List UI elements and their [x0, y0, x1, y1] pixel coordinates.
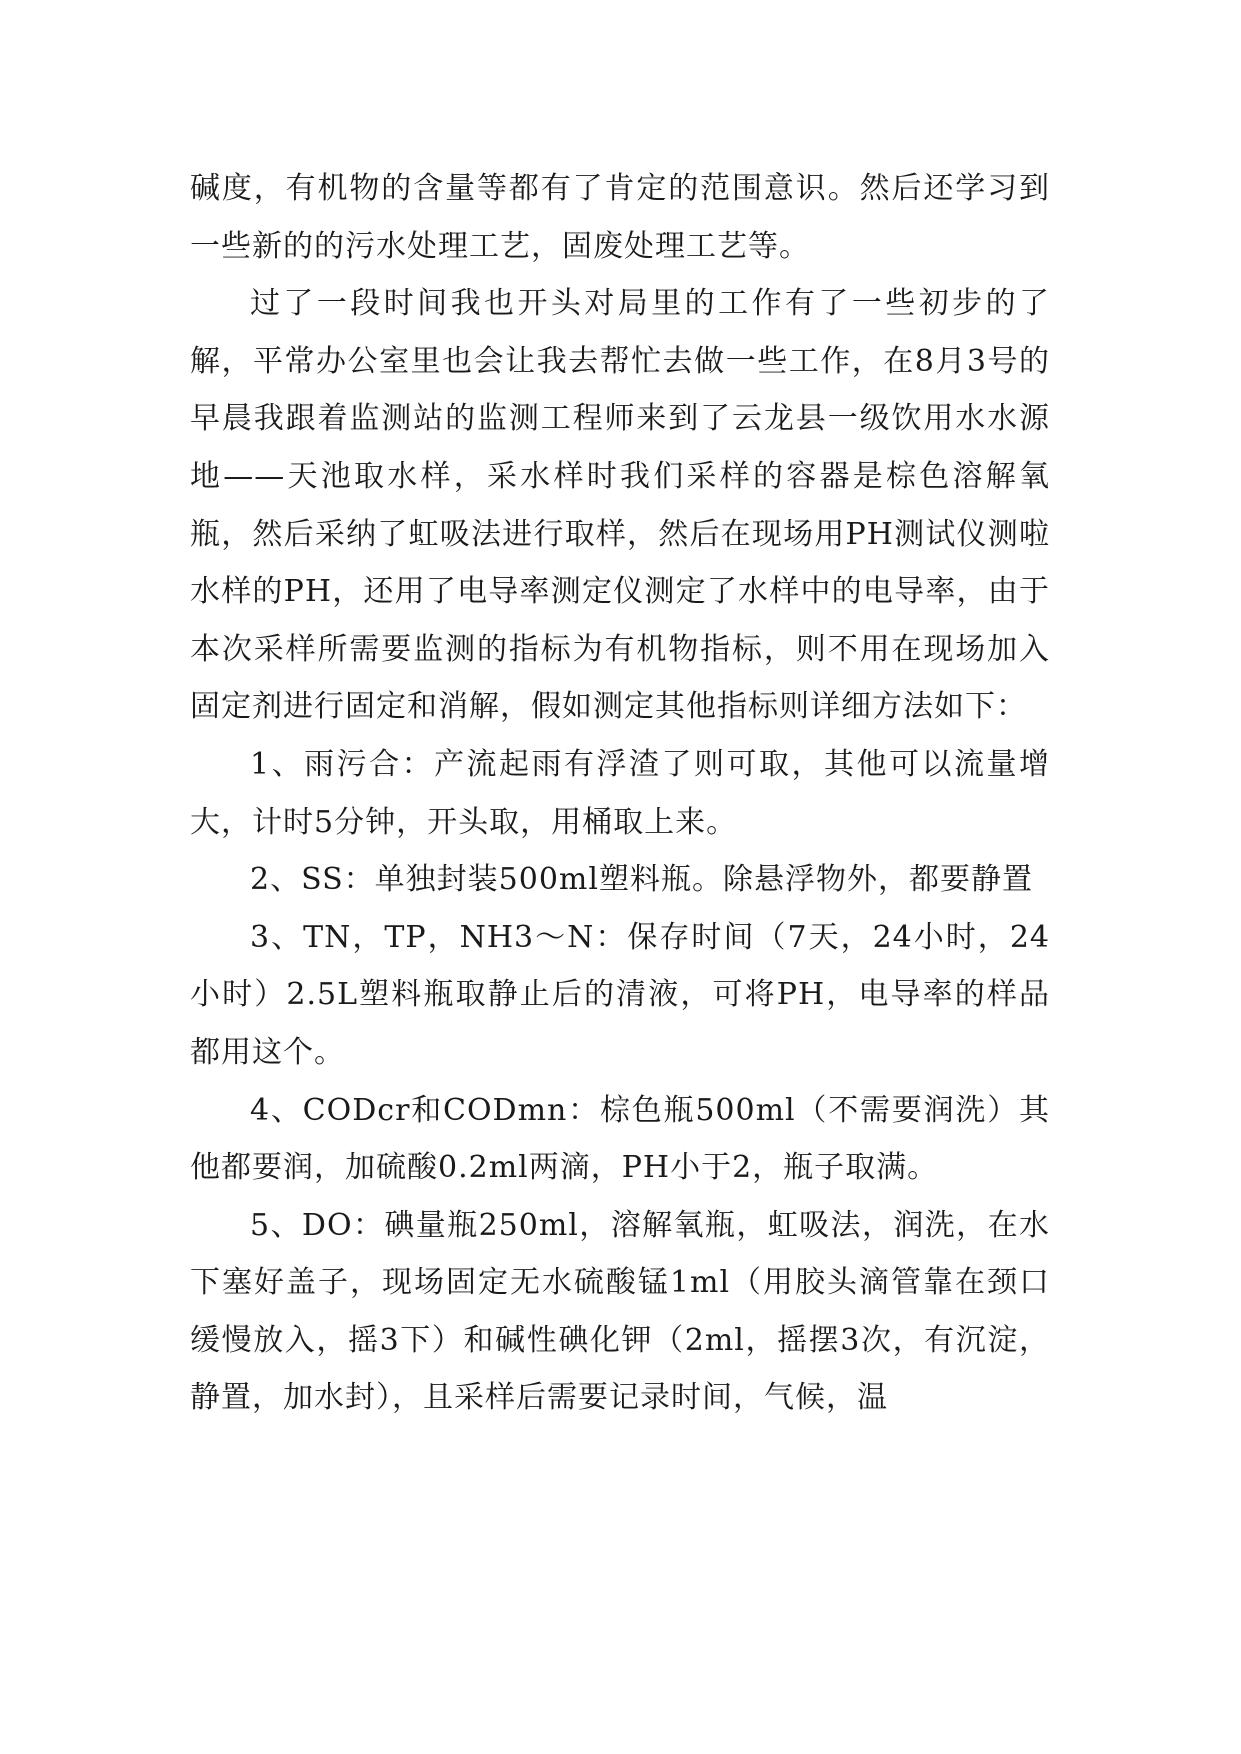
- paragraph-item-2: 2、SS：单独封装500ml塑料瓶。除悬浮物外，都要静置: [250, 862, 1033, 898]
- paragraph-item-3: 3、TN，TP，NH3～N：保存时间（7天，24小时，24小时）2.5L塑料瓶取静止后的清液，可将PH，电导率的样品都用这个。: [190, 919, 1050, 1070]
- paragraph-2: 过了一段时间我也开头对局里的工作有了一些初步的了解，平常办公室里也会让我去帮忙去做一些工作，在8月3号的早晨我跟着监测站的监测工程师来到了云龙县一级饮用水水源地——天池取水样，采水样时我们采样的容器是棕色溶解氧瓶，然后采纳了虹吸法进行取样，然后在现场用PH测试仪测啦水样的PH，还用了电导率测定仪测定了水样中的电导率，由于本次采样所需要监测的指标为有机物指标，则不用在现场加入固定剂进行固定和消解，假如测定其他指标则详细方法如下：: [190, 286, 1050, 725]
- paragraph-item-5: 5、DO：碘量瓶250ml，溶解氧瓶，虹吸法，润洗，在水下塞好盖子，现场固定无水硫酸锰1ml（用胶头滴管靠在颈口缓慢放入，摇3下）和碱性碘化钾（2ml，摇摆3次，有沉淀，静置，加水封），且采样后需要记录时间，气候，温: [190, 1207, 1050, 1416]
- paragraph-item-4: 4、CODcr和CODmn：棕色瓶500ml（不需要润洗）其他都要润，加硫酸0.2ml两滴，PH小于2，瓶子取满。: [190, 1092, 1050, 1186]
- document-body: [190, 160, 1050, 1427]
- paragraph-1: 碱度，有机物的含量等都有了肯定的范围意识。然后还学习到一些新的的污水处理工艺，固废处理工艺等。: [190, 171, 1050, 264]
- paragraph-item-1: 1、雨污合：产流起雨有浮渣了则可取，其他可以流量增大，计时5分钟，开头取，用桶取上来。: [190, 746, 1050, 840]
